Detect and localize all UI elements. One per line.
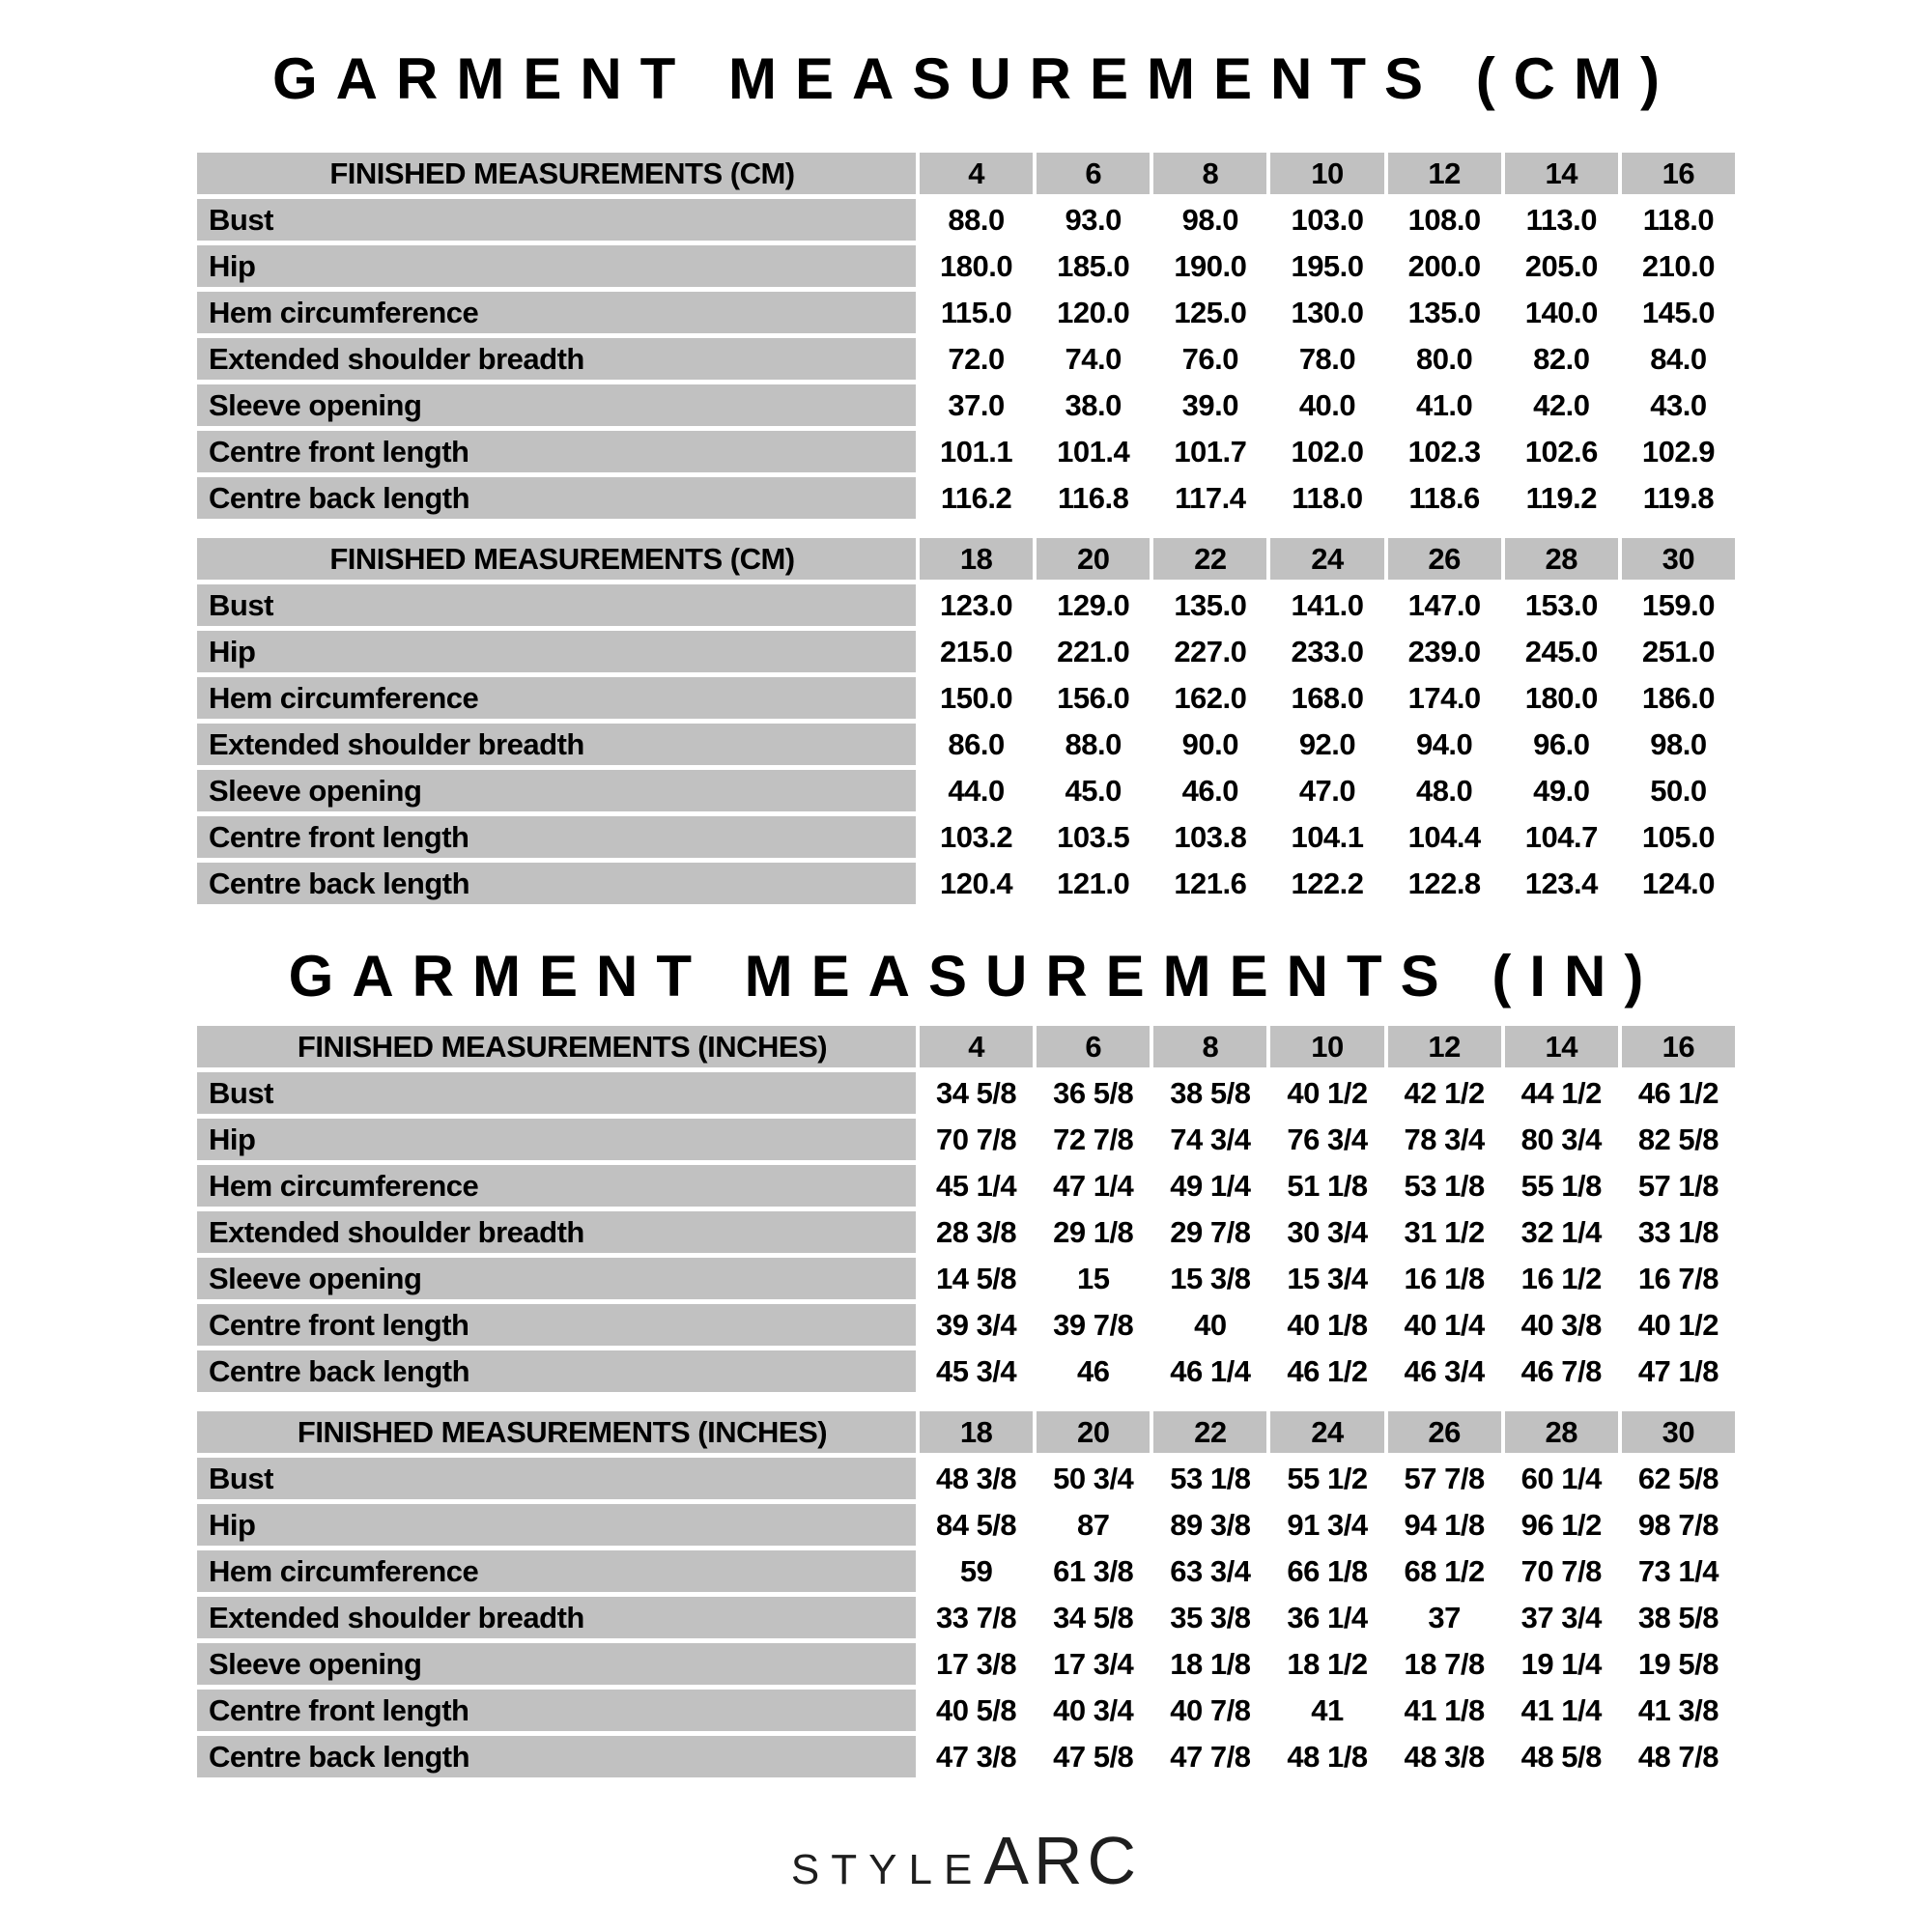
measurement-value: 135.0 [1153, 584, 1266, 626]
measurement-value: 41.0 [1388, 384, 1501, 426]
measurement-value: 39 7/8 [1037, 1304, 1150, 1346]
measurement-value: 108.0 [1388, 199, 1501, 241]
measurement-label: Centre back length [197, 477, 916, 519]
measurement-value: 32 1/4 [1505, 1211, 1618, 1253]
measurement-value: 46 [1037, 1350, 1150, 1392]
measurement-value: 50 3/4 [1037, 1458, 1150, 1499]
measurement-value: 130.0 [1270, 292, 1383, 333]
measurement-label: Extended shoulder breadth [197, 1597, 916, 1638]
size-column-header: 26 [1388, 1411, 1501, 1453]
measurement-value: 122.2 [1270, 863, 1383, 904]
measurement-row [197, 1643, 1735, 1685]
measurement-row [197, 1597, 1735, 1638]
measurement-row [197, 816, 1735, 858]
measurement-value: 17 3/8 [920, 1643, 1033, 1685]
size-column-header: 24 [1270, 538, 1383, 580]
measurement-value: 16 1/8 [1388, 1258, 1501, 1299]
size-column-header: 6 [1037, 1026, 1150, 1067]
measurement-value: 174.0 [1388, 677, 1501, 719]
size-column-header: 14 [1505, 1026, 1618, 1067]
size-column-header: 26 [1388, 538, 1501, 580]
measurement-value: 210.0 [1622, 245, 1735, 287]
measurement-label: Centre front length [197, 1304, 916, 1346]
measurement-value: 98.0 [1153, 199, 1266, 241]
measurement-value: 41 [1270, 1690, 1383, 1731]
measurement-value: 116.8 [1037, 477, 1150, 519]
measurement-value: 48 7/8 [1622, 1736, 1735, 1777]
measurement-value: 57 7/8 [1388, 1458, 1501, 1499]
measurement-value: 103.5 [1037, 816, 1150, 858]
measurement-value: 233.0 [1270, 631, 1383, 672]
measurement-value: 122.8 [1388, 863, 1501, 904]
measurement-value: 15 3/4 [1270, 1258, 1383, 1299]
measurement-value: 74 3/4 [1153, 1119, 1266, 1160]
size-column-header: 12 [1388, 153, 1501, 194]
logo-style-text: STYLE [790, 1846, 984, 1893]
measurement-value: 251.0 [1622, 631, 1735, 672]
measurement-label: Centre front length [197, 431, 916, 472]
measurement-value: 118.6 [1388, 477, 1501, 519]
measurement-value: 57 1/8 [1622, 1165, 1735, 1207]
measurement-value: 42 1/2 [1388, 1072, 1501, 1114]
measurement-value: 84 5/8 [920, 1504, 1033, 1546]
measurement-value: 40 1/8 [1270, 1304, 1383, 1346]
measurement-value: 40.0 [1270, 384, 1383, 426]
measurement-value: 15 [1037, 1258, 1150, 1299]
size-column-header: 28 [1505, 538, 1618, 580]
measurement-label: Hip [197, 1119, 916, 1160]
in-section-title: GARMENT MEASUREMENTS (IN) [288, 944, 1662, 1009]
measurement-row [197, 199, 1735, 241]
measurement-value: 16 7/8 [1622, 1258, 1735, 1299]
measurement-value: 168.0 [1270, 677, 1383, 719]
size-column-header: 20 [1037, 538, 1150, 580]
measurement-value: 195.0 [1270, 245, 1383, 287]
measurement-row [197, 1504, 1735, 1546]
measurement-value: 98 7/8 [1622, 1504, 1735, 1546]
measurement-value: 123.4 [1505, 863, 1618, 904]
size-column-header: 30 [1622, 538, 1735, 580]
measurement-value: 45.0 [1037, 770, 1150, 811]
measurement-value: 87 [1037, 1504, 1150, 1546]
measurement-value: 45 3/4 [920, 1350, 1033, 1392]
measurement-value: 61 3/8 [1037, 1550, 1150, 1592]
measurement-value: 60 1/4 [1505, 1458, 1618, 1499]
measurement-value: 162.0 [1153, 677, 1266, 719]
measurement-value: 48 1/8 [1270, 1736, 1383, 1777]
measurement-label: Sleeve opening [197, 770, 916, 811]
measurement-value: 104.4 [1388, 816, 1501, 858]
logo-arc-text: ARC [983, 1823, 1142, 1898]
measurement-label: Centre back length [197, 1350, 916, 1392]
measurement-value: 91 3/4 [1270, 1504, 1383, 1546]
measurement-label: Bust [197, 584, 916, 626]
measurement-value: 215.0 [920, 631, 1033, 672]
measurement-label: Hip [197, 245, 916, 287]
measurement-value: 125.0 [1153, 292, 1266, 333]
measurement-value: 19 5/8 [1622, 1643, 1735, 1685]
measurement-value: 80.0 [1388, 338, 1501, 380]
measurement-row [197, 724, 1735, 765]
measurement-value: 120.4 [920, 863, 1033, 904]
measurement-value: 121.6 [1153, 863, 1266, 904]
measurement-value: 93.0 [1037, 199, 1150, 241]
measurement-row [197, 245, 1735, 287]
measurement-value: 40 1/4 [1388, 1304, 1501, 1346]
measurement-value: 102.6 [1505, 431, 1618, 472]
measurement-value: 39 3/4 [920, 1304, 1033, 1346]
measurement-value: 147.0 [1388, 584, 1501, 626]
measurement-value: 115.0 [920, 292, 1033, 333]
measurement-value: 227.0 [1153, 631, 1266, 672]
measurement-value: 101.7 [1153, 431, 1266, 472]
measurement-label: Bust [197, 1072, 916, 1114]
measurement-value: 15 3/8 [1153, 1258, 1266, 1299]
measurement-value: 89 3/8 [1153, 1504, 1266, 1546]
measurement-value: 37 [1388, 1597, 1501, 1638]
measurement-value: 47 1/8 [1622, 1350, 1735, 1392]
measurement-value: 38 5/8 [1622, 1597, 1735, 1638]
measurement-value: 96.0 [1505, 724, 1618, 765]
measurement-row [197, 1165, 1735, 1207]
measurement-value: 18 7/8 [1388, 1643, 1501, 1685]
size-column-header: 18 [920, 1411, 1033, 1453]
measurement-value: 78 3/4 [1388, 1119, 1501, 1160]
measurement-label: Centre front length [197, 1690, 916, 1731]
measurement-value: 18 1/8 [1153, 1643, 1266, 1685]
measurement-value: 98.0 [1622, 724, 1735, 765]
size-column-header: 8 [1153, 153, 1266, 194]
measurement-label: Hem circumference [197, 1165, 916, 1207]
measurement-value: 76 3/4 [1270, 1119, 1383, 1160]
cm-section-title: GARMENT MEASUREMENTS (CM) [272, 46, 1678, 111]
measurement-value: 105.0 [1622, 816, 1735, 858]
measurement-row [197, 584, 1735, 626]
measurement-value: 40 3/8 [1505, 1304, 1618, 1346]
measurement-value: 46 7/8 [1505, 1350, 1618, 1392]
measurement-label: Hip [197, 1504, 916, 1546]
measurement-row [197, 863, 1735, 904]
size-column-header: 14 [1505, 153, 1618, 194]
measurement-row [197, 1550, 1735, 1592]
measurement-value: 88.0 [920, 199, 1033, 241]
measurement-value: 44.0 [920, 770, 1033, 811]
measurement-row [197, 1350, 1735, 1392]
measurement-value: 66 1/8 [1270, 1550, 1383, 1592]
measurement-value: 102.9 [1622, 431, 1735, 472]
measurement-value: 48 5/8 [1505, 1736, 1618, 1777]
measurement-value: 38.0 [1037, 384, 1150, 426]
size-header-row [197, 538, 1735, 580]
measurement-value: 40 [1153, 1304, 1266, 1346]
cm-table-sizes-4-16 [193, 148, 1739, 524]
measurement-row [197, 1211, 1735, 1253]
table-section-label: FINISHED MEASUREMENTS (INCHES) [197, 1026, 916, 1067]
size-column-header: 24 [1270, 1411, 1383, 1453]
measurement-value: 55 1/2 [1270, 1458, 1383, 1499]
measurement-value: 118.0 [1622, 199, 1735, 241]
measurement-value: 46 1/2 [1270, 1350, 1383, 1392]
measurement-label: Bust [197, 199, 916, 241]
measurement-value: 47 7/8 [1153, 1736, 1266, 1777]
size-column-header: 18 [920, 538, 1033, 580]
measurement-value: 48 3/8 [1388, 1736, 1501, 1777]
measurement-value: 31 1/2 [1388, 1211, 1501, 1253]
measurement-value: 205.0 [1505, 245, 1618, 287]
measurement-value: 94 1/8 [1388, 1504, 1501, 1546]
size-column-header: 8 [1153, 1026, 1266, 1067]
measurement-value: 40 3/4 [1037, 1690, 1150, 1731]
measurement-row [197, 338, 1735, 380]
measurement-value: 101.1 [920, 431, 1033, 472]
measurement-label: Centre back length [197, 863, 916, 904]
measurement-row [197, 770, 1735, 811]
measurement-value: 72.0 [920, 338, 1033, 380]
measurement-value: 180.0 [1505, 677, 1618, 719]
measurement-value: 103.2 [920, 816, 1033, 858]
size-column-header: 4 [920, 1026, 1033, 1067]
measurement-value: 28 3/8 [920, 1211, 1033, 1253]
measurement-value: 35 3/8 [1153, 1597, 1266, 1638]
measurement-row [197, 1119, 1735, 1160]
measurement-row [197, 1072, 1735, 1114]
measurement-value: 33 1/8 [1622, 1211, 1735, 1253]
measurement-value: 118.0 [1270, 477, 1383, 519]
measurement-label: Sleeve opening [197, 384, 916, 426]
measurement-row [197, 1458, 1735, 1499]
measurement-value: 104.7 [1505, 816, 1618, 858]
measurement-label: Sleeve opening [197, 1258, 916, 1299]
measurement-label: Extended shoulder breadth [197, 338, 916, 380]
measurement-label: Sleeve opening [197, 1643, 916, 1685]
measurement-value: 14 5/8 [920, 1258, 1033, 1299]
measurement-value: 82.0 [1505, 338, 1618, 380]
in-table-sizes-18-30 [193, 1406, 1739, 1782]
size-column-header: 16 [1622, 153, 1735, 194]
measurement-value: 37.0 [920, 384, 1033, 426]
measurement-value: 101.4 [1037, 431, 1150, 472]
measurement-value: 135.0 [1388, 292, 1501, 333]
size-column-header: 10 [1270, 153, 1383, 194]
measurement-value: 18 1/2 [1270, 1643, 1383, 1685]
measurement-value: 38 5/8 [1153, 1072, 1266, 1114]
measurement-value: 49.0 [1505, 770, 1618, 811]
measurement-value: 42.0 [1505, 384, 1618, 426]
measurement-row [197, 631, 1735, 672]
measurement-value: 47 3/8 [920, 1736, 1033, 1777]
measurement-value: 48.0 [1388, 770, 1501, 811]
measurement-value: 104.1 [1270, 816, 1383, 858]
measurement-value: 43.0 [1622, 384, 1735, 426]
measurement-value: 88.0 [1037, 724, 1150, 765]
measurement-value: 53 1/8 [1388, 1165, 1501, 1207]
measurement-value: 46 1/4 [1153, 1350, 1266, 1392]
size-column-header: 22 [1153, 538, 1266, 580]
table-section-label: FINISHED MEASUREMENTS (INCHES) [197, 1411, 916, 1453]
measurement-value: 113.0 [1505, 199, 1618, 241]
size-column-header: 10 [1270, 1026, 1383, 1067]
measurement-value: 16 1/2 [1505, 1258, 1618, 1299]
measurement-value: 74.0 [1037, 338, 1150, 380]
measurement-value: 120.0 [1037, 292, 1150, 333]
size-column-header: 12 [1388, 1026, 1501, 1067]
measurement-row [197, 431, 1735, 472]
measurement-value: 82 5/8 [1622, 1119, 1735, 1160]
measurement-value: 53 1/8 [1153, 1458, 1266, 1499]
measurement-value: 73 1/4 [1622, 1550, 1735, 1592]
size-header-row [197, 153, 1735, 194]
measurement-row [197, 1690, 1735, 1731]
measurement-value: 76.0 [1153, 338, 1266, 380]
measurement-value: 34 5/8 [1037, 1597, 1150, 1638]
measurement-label: Hem circumference [197, 677, 916, 719]
measurement-value: 45 1/4 [920, 1165, 1033, 1207]
in-table-sizes-4-16 [193, 1021, 1739, 1397]
measurement-value: 96 1/2 [1505, 1504, 1618, 1546]
measurement-value: 62 5/8 [1622, 1458, 1735, 1499]
measurement-value: 239.0 [1388, 631, 1501, 672]
measurement-value: 48 3/8 [920, 1458, 1033, 1499]
size-column-header: 20 [1037, 1411, 1150, 1453]
measurement-row [197, 384, 1735, 426]
measurement-value: 121.0 [1037, 863, 1150, 904]
measurement-value: 103.8 [1153, 816, 1266, 858]
measurement-value: 41 1/4 [1505, 1690, 1618, 1731]
measurement-value: 78.0 [1270, 338, 1383, 380]
measurement-value: 30 3/4 [1270, 1211, 1383, 1253]
measurement-value: 36 1/4 [1270, 1597, 1383, 1638]
measurement-label: Hip [197, 631, 916, 672]
measurement-value: 119.2 [1505, 477, 1618, 519]
measurement-value: 46 1/2 [1622, 1072, 1735, 1114]
measurement-row [197, 292, 1735, 333]
measurement-value: 141.0 [1270, 584, 1383, 626]
measurement-value: 63 3/4 [1153, 1550, 1266, 1592]
measurement-value: 245.0 [1505, 631, 1618, 672]
measurement-value: 123.0 [920, 584, 1033, 626]
measurement-value: 80 3/4 [1505, 1119, 1618, 1160]
measurement-row [197, 677, 1735, 719]
measurement-value: 33 7/8 [920, 1597, 1033, 1638]
size-header-row [197, 1026, 1735, 1067]
size-column-header: 4 [920, 153, 1033, 194]
measurement-value: 19 1/4 [1505, 1643, 1618, 1685]
measurement-value: 94.0 [1388, 724, 1501, 765]
measurement-value: 124.0 [1622, 863, 1735, 904]
size-column-header: 6 [1037, 153, 1150, 194]
measurement-value: 46 3/4 [1388, 1350, 1501, 1392]
measurement-value: 86.0 [920, 724, 1033, 765]
measurement-value: 39.0 [1153, 384, 1266, 426]
measurement-value: 186.0 [1622, 677, 1735, 719]
size-column-header: 30 [1622, 1411, 1735, 1453]
measurement-value: 41 1/8 [1388, 1690, 1501, 1731]
measurement-row [197, 477, 1735, 519]
measurement-label: Centre front length [197, 816, 916, 858]
measurement-value: 102.3 [1388, 431, 1501, 472]
measurement-value: 51 1/8 [1270, 1165, 1383, 1207]
table-section-label: FINISHED MEASUREMENTS (CM) [197, 153, 916, 194]
measurement-value: 40 1/2 [1270, 1072, 1383, 1114]
measurement-value: 150.0 [920, 677, 1033, 719]
measurement-value: 200.0 [1388, 245, 1501, 287]
measurement-value: 40 7/8 [1153, 1690, 1266, 1731]
measurement-value: 46.0 [1153, 770, 1266, 811]
size-column-header: 22 [1153, 1411, 1266, 1453]
measurement-label: Centre back length [197, 1736, 916, 1777]
measurement-label: Extended shoulder breadth [197, 724, 916, 765]
measurement-value: 90.0 [1153, 724, 1266, 765]
measurement-value: 185.0 [1037, 245, 1150, 287]
measurement-value: 49 1/4 [1153, 1165, 1266, 1207]
measurement-label: Hem circumference [197, 292, 916, 333]
measurement-value: 50.0 [1622, 770, 1735, 811]
size-column-header: 28 [1505, 1411, 1618, 1453]
measurement-value: 17 3/4 [1037, 1643, 1150, 1685]
measurement-value: 84.0 [1622, 338, 1735, 380]
measurement-value: 40 1/2 [1622, 1304, 1735, 1346]
measurement-value: 159.0 [1622, 584, 1735, 626]
measurement-value: 37 3/4 [1505, 1597, 1618, 1638]
measurement-value: 190.0 [1153, 245, 1266, 287]
measurement-value: 103.0 [1270, 199, 1383, 241]
measurement-value: 92.0 [1270, 724, 1383, 765]
measurement-value: 140.0 [1505, 292, 1618, 333]
measurement-row [197, 1304, 1735, 1346]
measurement-value: 119.8 [1622, 477, 1735, 519]
measurement-value: 68 1/2 [1388, 1550, 1501, 1592]
measurement-value: 153.0 [1505, 584, 1618, 626]
measurement-value: 44 1/2 [1505, 1072, 1618, 1114]
size-header-row [197, 1411, 1735, 1453]
measurement-value: 116.2 [920, 477, 1033, 519]
measurement-value: 145.0 [1622, 292, 1735, 333]
measurement-value: 102.0 [1270, 431, 1383, 472]
table-section-label: FINISHED MEASUREMENTS (CM) [197, 538, 916, 580]
measurement-value: 34 5/8 [920, 1072, 1033, 1114]
measurement-value: 36 5/8 [1037, 1072, 1150, 1114]
measurement-value: 47.0 [1270, 770, 1383, 811]
measurement-value: 47 1/4 [1037, 1165, 1150, 1207]
measurement-row [197, 1736, 1735, 1777]
measurement-value: 40 5/8 [920, 1690, 1033, 1731]
measurement-value: 70 7/8 [920, 1119, 1033, 1160]
measurement-value: 59 [920, 1550, 1033, 1592]
measurement-value: 180.0 [920, 245, 1033, 287]
measurement-value: 47 5/8 [1037, 1736, 1150, 1777]
measurement-value: 55 1/8 [1505, 1165, 1618, 1207]
size-column-header: 16 [1622, 1026, 1735, 1067]
measurement-value: 29 1/8 [1037, 1211, 1150, 1253]
measurement-label: Hem circumference [197, 1550, 916, 1592]
measurement-label: Extended shoulder breadth [197, 1211, 916, 1253]
cm-table-sizes-18-30 [193, 533, 1739, 909]
measurement-value: 29 7/8 [1153, 1211, 1266, 1253]
measurement-value: 129.0 [1037, 584, 1150, 626]
measurement-row [197, 1258, 1735, 1299]
measurement-value: 72 7/8 [1037, 1119, 1150, 1160]
measurement-value: 41 3/8 [1622, 1690, 1735, 1731]
measurement-value: 117.4 [1153, 477, 1266, 519]
measurement-label: Bust [197, 1458, 916, 1499]
measurement-value: 156.0 [1037, 677, 1150, 719]
stylearc-logo [0, 1823, 1932, 1898]
measurement-value: 70 7/8 [1505, 1550, 1618, 1592]
measurement-value: 221.0 [1037, 631, 1150, 672]
